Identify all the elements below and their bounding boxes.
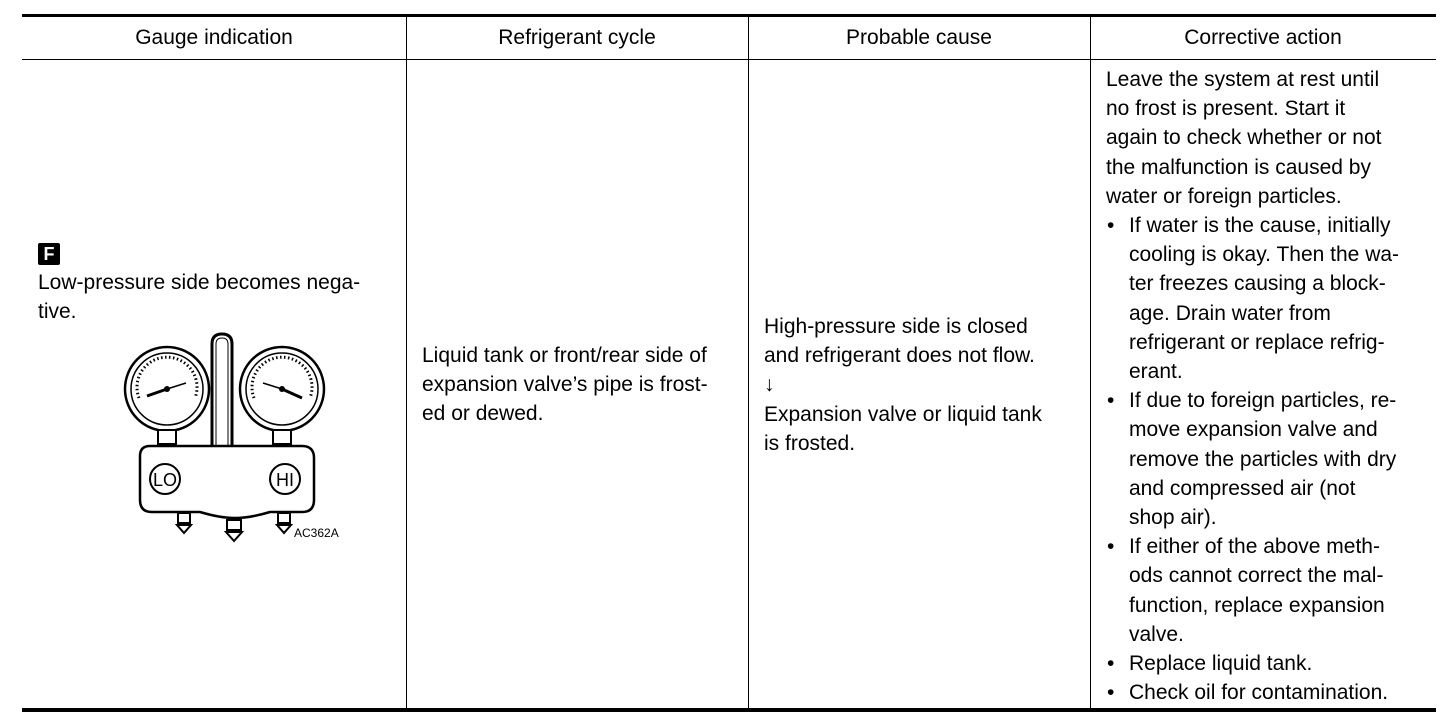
gauge-indication-cell [38, 239, 398, 327]
section-badge: F [38, 243, 60, 265]
hi-label: HI [276, 470, 294, 490]
refrigerant-cycle-cell: Liquid tank or front/rear side of expansion valve’s pipe is frost- ed or dewed. [422, 344, 708, 426]
manifold-gauge-icon [120, 332, 350, 547]
header-gauge-indication: Gauge indication [135, 26, 293, 49]
figure-caption: AC362A [294, 526, 339, 540]
table-header-row [22, 17, 1436, 60]
header-corrective-action: Corrective action [1184, 26, 1342, 49]
probable-cause-cell: High-pressure side is closed and refrigerant does not flow. ↓ Expansion valve or liquid tank is frosted. [764, 315, 1042, 455]
diagnosis-table [22, 14, 1436, 712]
header-refrigerant-cycle: Refrigerant cycle [498, 26, 656, 49]
gauge-manifold-figure [120, 332, 350, 552]
list-item: • If water is the cause, initially cooling is okay. Then the wa- ter freezes causing a block- age. Drain water from refrigerant or replace refrig- erant. [1106, 211, 1432, 386]
list-item: • If due to foreign particles, re- move expansion valve and remove the particles with dry and compressed air (not shop air). [1106, 386, 1432, 532]
list-item: • Check oil for contamination. [1106, 678, 1432, 707]
column-divider [748, 17, 749, 708]
corrective-action-cell [1106, 65, 1432, 707]
column-divider [1090, 17, 1091, 708]
list-item: • Replace liquid tank. [1106, 649, 1432, 678]
corrective-action-list [1106, 211, 1432, 707]
gauge-indication-text: Low-pressure side becomes nega- tive. [38, 271, 361, 324]
header-probable-cause: Probable cause [846, 26, 992, 49]
corrective-action-intro: Leave the system at rest until no frost is present. Start it again to check whether or not the malfunction is caused by water or foreign particles. [1106, 68, 1382, 208]
lo-label: LO [152, 470, 178, 490]
column-divider [406, 17, 407, 708]
list-item: • If either of the above meth- ods cannot correct the mal- function, replace expansion valve. [1106, 532, 1432, 649]
